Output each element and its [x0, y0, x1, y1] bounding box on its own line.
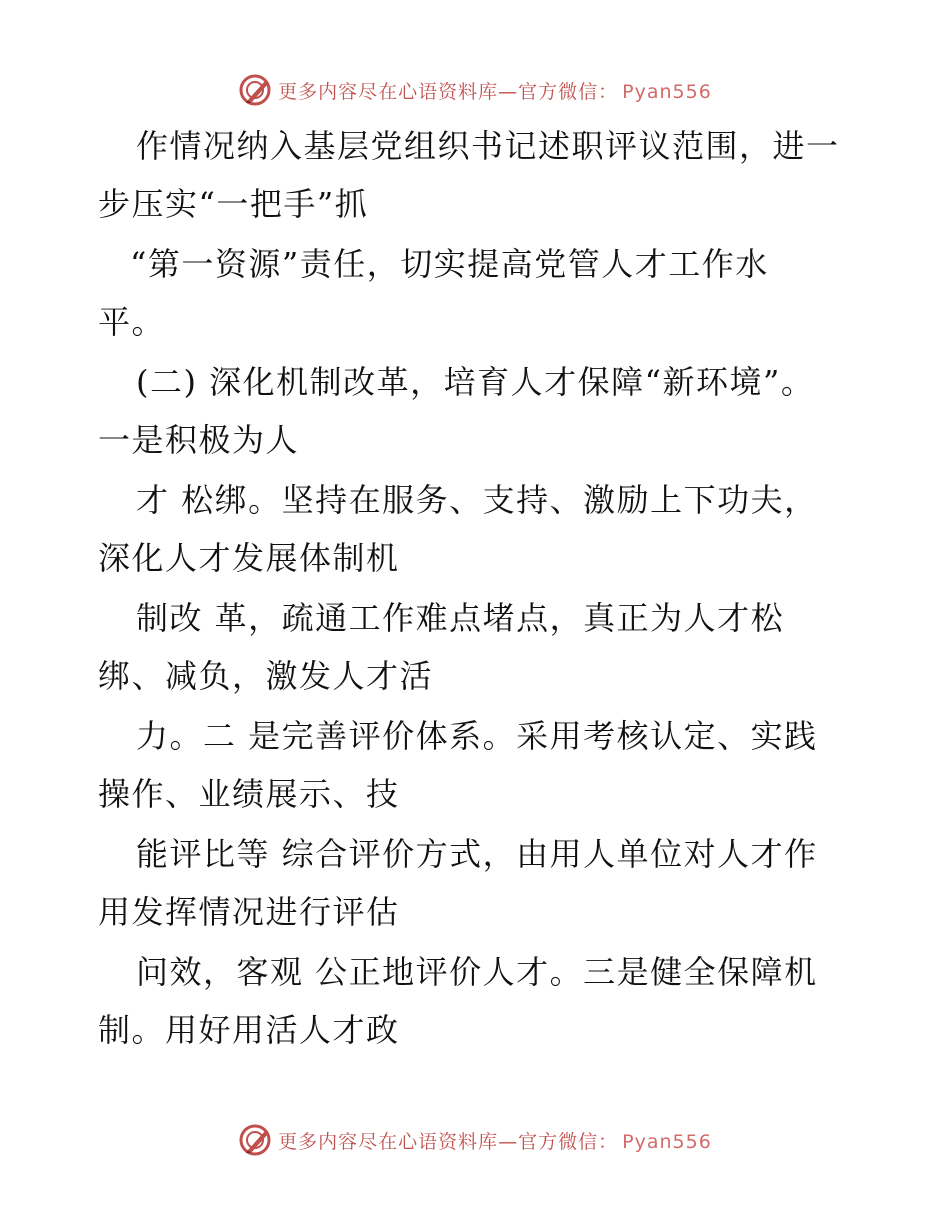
body-line: 问效，客观 公正地评价人才。三是健全保障机 [136, 953, 818, 991]
body-line: 能评比等 综合评价方式，由用人单位对人才作 [136, 835, 818, 873]
body-line: (二) 深化机制改革，培育人才保障“新环境”。 [136, 363, 815, 401]
body-line: 一是积极为人 [98, 421, 300, 459]
body-line: 制。用好用活人才政 [98, 1011, 400, 1049]
body-line: 绑、减负，激发人才活 [98, 657, 434, 695]
body-line: 步压实“一把手”抓 [98, 185, 369, 223]
body-line: 操作、业绩展示、技 [98, 775, 400, 813]
pen-logo-icon [238, 73, 272, 107]
body-line: 力。二 是完善评价体系。采用考核认定、实践 [136, 717, 818, 755]
body-line: 深化人才发展体制机 [98, 539, 400, 577]
body-line: 才 松绑。坚持在服务、支持、激励上下功夫， [136, 481, 818, 519]
body-line: “第一资源”责任，切实提高党管人才工作水 [130, 245, 769, 283]
body-line: 用发挥情况进行评估 [98, 893, 400, 931]
pen-logo-icon [238, 1123, 272, 1157]
footer-watermark-text: 更多内容尽在心语资料库—官方微信： Pyan556 [278, 1130, 712, 1153]
body-line: 平。 [98, 303, 166, 341]
body-line: 制改 革，疏通工作难点堵点，真正为人才松 [136, 599, 785, 637]
header-watermark-text: 更多内容尽在心语资料库—官方微信： Pyan556 [278, 80, 712, 103]
header-watermark [0, 70, 950, 110]
footer-watermark [0, 1120, 950, 1160]
body-line: 作情况纳入基层党组织书记述职评议范围，进一 [136, 127, 840, 165]
